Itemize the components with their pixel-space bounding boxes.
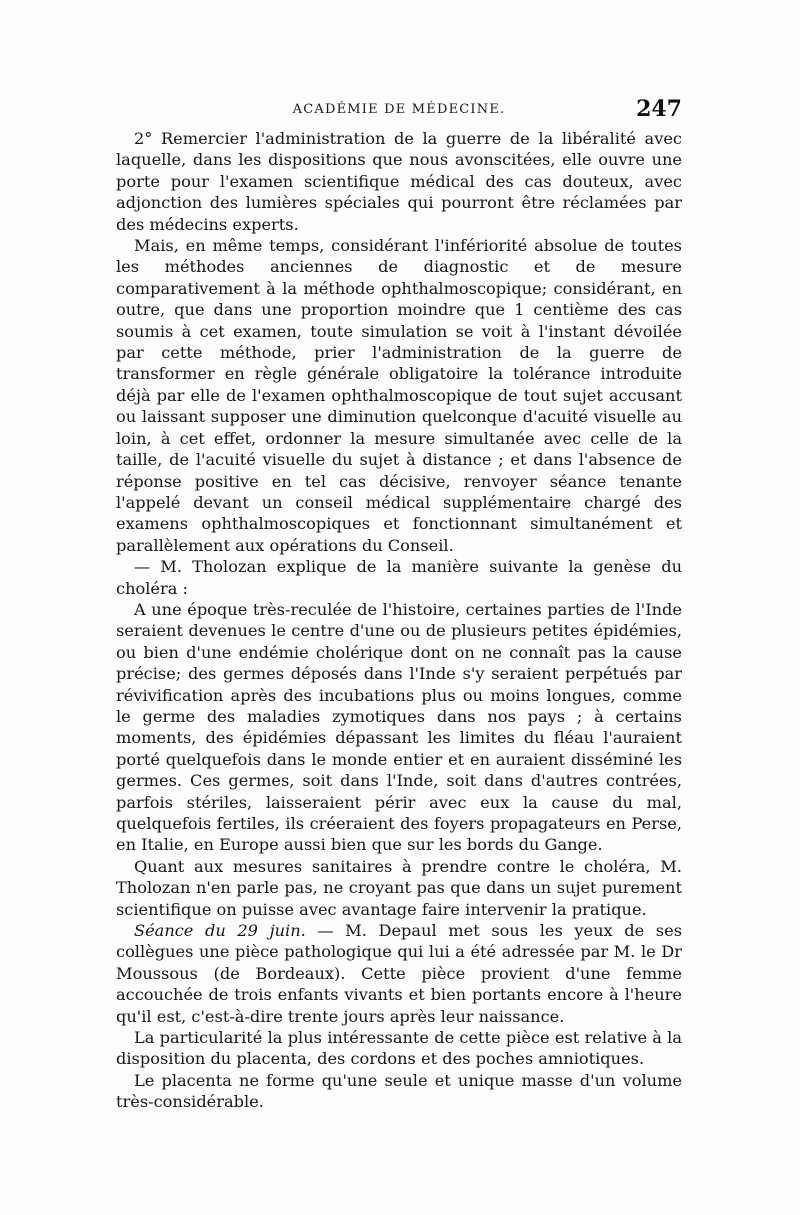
paragraph-recommendation: 2° Remercier l'administration de la guerre de la libéralité avec laquelle, dans les dispositions que nous avonscitées, elle ouvre une porte pour l'examen scientifique médical des cas douteux, avec adjonction des lumières spéciales qui pourront être réclamées par des médecins experts.: [116, 129, 682, 234]
running-title: ACADÉMIE DE MÉDECINE.: [292, 102, 506, 117]
paragraph-considerations: Mais, en même temps, considérant l'infériorité absolue de toutes les méthodes anciennes de diagnostic et de mesure comparativement à la méthode ophthalmoscopique; considérant, en outre, que dans une proportion moindre que 1 centième des cas soumis à cet examen, toute simulation se voit à l'instant dévoilée par cette méthode, prier l'administration de la guerre de transformer en règle générale obligatoire la tolérance introduite déjà par elle de l'examen ophthalmoscopique de tout sujet accusant ou laissant supposer une diminution quelconque d'acuité visuelle au loin, à cet effet, ordonner la mesure simultanée avec celle de la taille, de l'acuité visuelle du sujet à distance ; et dans l'absence de réponse positive en tel cas décisive, renvoyer séance tenante l'appelé devant un conseil médical supplémentaire chargé des examens ophthalmoscopiques et fonctionnant simultanément et parallèlement aux opérations du Conseil.: [116, 236, 682, 555]
paragraph-sanitary-measures: Quant aux mesures sanitaires à prendre contre le choléra, M. Tholozan n'en parle pas, ne croyant pas que dans un sujet purement scientifique on puisse avec avantage faire intervenir la pratique.: [116, 856, 682, 919]
paragraph-session: [116, 920, 682, 1027]
body-text: [116, 128, 682, 1113]
paragraph-tholozan-intro: — M. Tholozan explique de la manière suivante la genèse du choléra :: [116, 557, 682, 598]
session-date: Séance du 29 juin.: [134, 921, 306, 941]
page-number: 247: [636, 96, 682, 122]
running-head: [116, 98, 682, 120]
session-text: — M. Depaul met sous les yeux de ses collègues une pièce pathologique qui lui a été adressée par M. le Dr Moussous (de Bordeaux). Cette pièce provient d'une femme accouchée de trois enfants vivants et bien portants encore à l'heure qu'il est, c'est-à-dire trente jours après leur naissance.: [116, 921, 682, 1026]
paragraph-cholera-genesis: A une époque très-reculée de l'histoire, certaines parties de l'Inde seraient devenues le centre d'une ou de plusieurs petites épidémies, ou bien d'une endémie cholérique dont on ne connaît pas la cause précise; des germes déposés dans l'Inde s'y seraient perpétués par révivification après des incubations plus ou moins longues, comme le germe des maladies zymotiques dans nos pays ; à certains moments, des épidémies dépassant les limites du fléau l'auraient porté quelquefois dans le monde entier et en auraient disséminé les germes. Ces germes, soit dans l'Inde, soit dans d'autres contrées, parfois stériles, laisseraient périr avec eux la cause du mal, quelquefois fertiles, ils créeraient des foyers propagateurs en Perse, en Italie, en Europe aussi bien que sur les bords du Gange.: [116, 599, 682, 855]
paragraph-placenta-volume: Le placenta ne forme qu'une seule et unique masse d'un volume très-considérable.: [116, 1070, 682, 1112]
paragraph-placenta-particularity: La particularité la plus intéressante de cette pièce est relative à la disposition du placenta, des cordons et des poches amniotiques.: [116, 1028, 682, 1069]
